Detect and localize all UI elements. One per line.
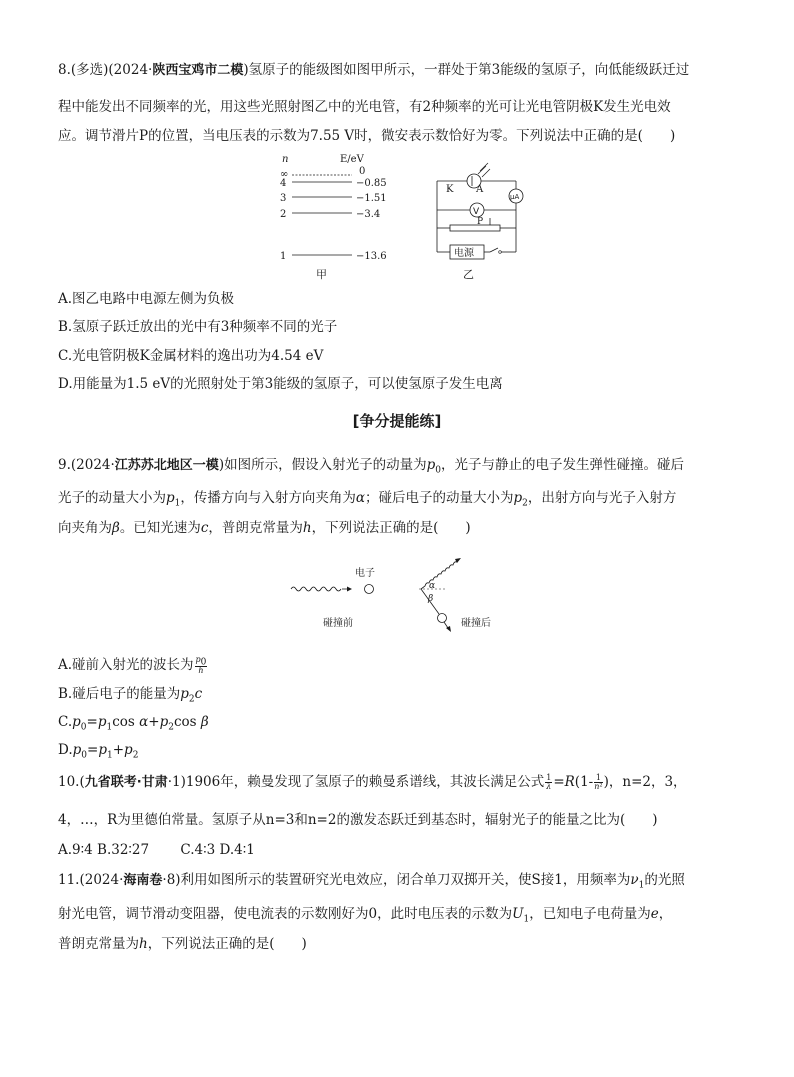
figure-caption-yi: 乙	[463, 268, 474, 281]
incident-photon-wave	[291, 587, 341, 591]
q10-text: ，n=2，3，	[608, 774, 687, 790]
level-n: 2	[280, 209, 287, 220]
power-supply-label: 电源	[454, 248, 474, 259]
level-n: ∞	[280, 169, 289, 180]
n-header: n	[282, 154, 289, 165]
beta-label: β	[428, 594, 434, 604]
q8-text-1: )氢原子的能级图如图甲所示，一群处于第3能级的氢原子，向低能级跃迁过	[243, 62, 690, 78]
arrow-head	[347, 587, 352, 592]
rheostat	[450, 225, 500, 231]
level-e: 0	[359, 166, 366, 177]
q11-text: ，下列说法正确的是( )	[147, 936, 307, 952]
arrow-line	[444, 622, 448, 628]
q11-text: ，已知电子电荷量为	[529, 906, 651, 922]
q9-option-b: B.碰后电子的能量为$p_2c$	[58, 686, 203, 705]
light-ray	[482, 169, 490, 177]
switch	[490, 248, 498, 252]
q11-line-1: 11.(2024·海南卷·8)利用如图所示的装置研究光电效应，闭合单刀双掷开关，使S接1，用频率为$\nu_1$的光照	[58, 872, 685, 891]
level-n: 3	[280, 193, 287, 204]
section-title: [争分提能练]	[352, 412, 442, 430]
q11-source: 海南卷	[123, 873, 163, 888]
q10-text: ·1)1906年，赖曼发现了氢原子的赖曼系谱线，其波长满足公式	[167, 774, 545, 790]
collision-diagram	[285, 556, 515, 636]
micro-ammeter-label: μA	[510, 193, 520, 201]
q10-options: A.9∶4 B.32∶27 C.4∶3 D.4∶1	[58, 842, 255, 858]
q9-line-3: 向夹角为β。已知光速为c，普朗克常量为h，下列说法正确的是( )	[58, 520, 471, 536]
level-e: −1.51	[356, 193, 387, 204]
level-e: −0.85	[356, 178, 387, 189]
q9-option-b-text: B.碰后电子的能量为	[58, 686, 181, 702]
q9-option-a-text: A.碰前入射光的波长为	[58, 657, 194, 673]
q11-line-2: 射光电管，调节滑动变阻器，使电流表的示数刚好为0，此时电压表的示数为$U_1$，已知电子电荷量为e，	[58, 906, 673, 925]
q8-line-1	[58, 60, 689, 81]
q9-line-2: 光子的动量大小为$p_1$，传播方向与入射方向夹角为α；碰后电子的动量大小为$p_2$，出射方向与光子入射方	[58, 490, 677, 509]
voltmeter-label: V	[473, 207, 480, 217]
figure-caption-jia: 甲	[316, 268, 327, 281]
q11-text: ·8)利用如图所示的装置研究光电效应，闭合单刀双掷开关，使S接1，用频率为	[162, 872, 631, 888]
energy-level-diagram	[270, 150, 400, 282]
q8-number: 8.(多选)(2024·	[58, 62, 153, 78]
fraction: $\frac{p_0}{h}$	[195, 654, 207, 676]
q10-line-2: 4，…，R为里德伯常量。氢原子从n=3和n=2的激发态跃迁到基态时，辐射光子的能量之比为( )	[58, 812, 658, 828]
electron-after	[438, 614, 447, 623]
level-n: 1	[280, 251, 287, 262]
fraction: $\frac{1}{\text{n²}}$	[594, 773, 603, 791]
q9-text: ，出射方向与光子入射方	[527, 490, 677, 506]
arrow-head	[455, 558, 461, 563]
q9-text: 光子的动量大小为	[58, 490, 166, 506]
q9-text: 。已知光速为	[119, 520, 201, 536]
q8-option-a: A.图乙电路中电源左侧为负极	[58, 291, 235, 307]
q10-number: 10.(	[58, 774, 85, 790]
q9-option-a	[58, 655, 208, 675]
arrow-head	[446, 626, 451, 632]
cathode-label: K	[446, 184, 454, 195]
scattered-photon-wave	[421, 562, 457, 589]
q8-option-c: C.光电管阴极K金属材料的逸出功为4.54 eV	[58, 348, 324, 364]
level-e: −13.6	[356, 251, 387, 262]
level-n: 4	[280, 178, 287, 189]
switch-terminal	[499, 251, 502, 254]
q9-text: ，普朗克常量为	[208, 520, 303, 536]
q11-text: 普朗克常量为	[58, 936, 139, 952]
q8-option-d: D.用能量为1.5 eV的光照射处于第3能级的氢原子，可以使氢原子发生电离	[58, 376, 503, 392]
q9-text: ，下列说法正确的是( )	[311, 520, 471, 536]
q11-line-3: 普朗克常量为h，下列说法正确的是( )	[58, 936, 307, 952]
q11-text: 射光电管，调节滑动变阻器，使电流表的示数刚好为0，此时电压表的示数为	[58, 906, 513, 922]
q8-line-3: 应。调节滑片P的位置，当电压表的示数为7.55 V时，微安表示数恰好为零。下列说法中正确的是( )	[58, 128, 676, 144]
q11-number: 11.(2024·	[58, 872, 124, 888]
light-ray	[478, 166, 486, 174]
q9-option-d: $D.p_0=p_1+p_2$	[58, 742, 139, 761]
q8-line-2: 程中能发出不同频率的光，用这些光照射图乙中的光电管，有2种频率的光可让光电管阴极K发生光电效	[58, 99, 671, 115]
fraction: $\frac{1}{\lambda}$	[546, 773, 552, 791]
q9-text: ，光子与静止的电子发生弹性碰撞。碰后	[440, 457, 684, 473]
q9-number: 9.(2024·	[58, 457, 115, 473]
q9-text: ；碰后电子的动量大小为	[365, 490, 514, 506]
q9-option-d-text: D.	[58, 742, 73, 758]
q9-text: ，传播方向与入射方向夹角为	[180, 490, 356, 506]
light-ray	[480, 163, 488, 171]
q9-text: )如图所示，假设入射光子的动量为	[218, 457, 427, 473]
slider-label: P	[477, 217, 484, 227]
q8-source: 陕西宝鸡市二模	[152, 63, 244, 78]
electron-label: 电子	[355, 568, 375, 579]
q10-source: 九省联考·甘肃	[84, 775, 168, 790]
electron-before	[365, 585, 374, 594]
anode-label: A	[476, 184, 484, 195]
q9-line-1: 9.(2024·江苏苏北地区一模)如图所示，假设入射光子的动量为$p_0$，光子与静止的电子发生弹性碰撞。碰后	[58, 457, 684, 476]
alpha-label: α	[429, 581, 436, 591]
q9-option-c: $C.p_0=p_1\cos$ $\alpha+p_2\cos$ β	[58, 714, 209, 733]
q9-option-c-text: C.	[58, 714, 73, 730]
level-e: −3.4	[356, 209, 381, 220]
q9-source: 江苏苏北地区一模	[114, 458, 219, 473]
photoelectric-circuit-diagram	[430, 160, 530, 282]
q10-line-1: 10.(九省联考·甘肃·1)1906年，赖曼发现了氢原子的赖曼系谱线，其波长满足公式 $\frac{1}{\lambda}$ =R(1- $\frac{1}{\text{n²}}$ )，n=2，3，	[58, 773, 687, 791]
q9-text: 向夹角为	[58, 520, 112, 536]
after-caption: 碰撞后	[461, 618, 491, 629]
q11-text: 的光照	[644, 872, 685, 888]
before-caption: 碰撞前	[323, 618, 353, 629]
e-header: E/eV	[340, 154, 364, 165]
q8-option-b: B.氢原子跃迁放出的光中有3种频率不同的光子	[58, 319, 338, 335]
